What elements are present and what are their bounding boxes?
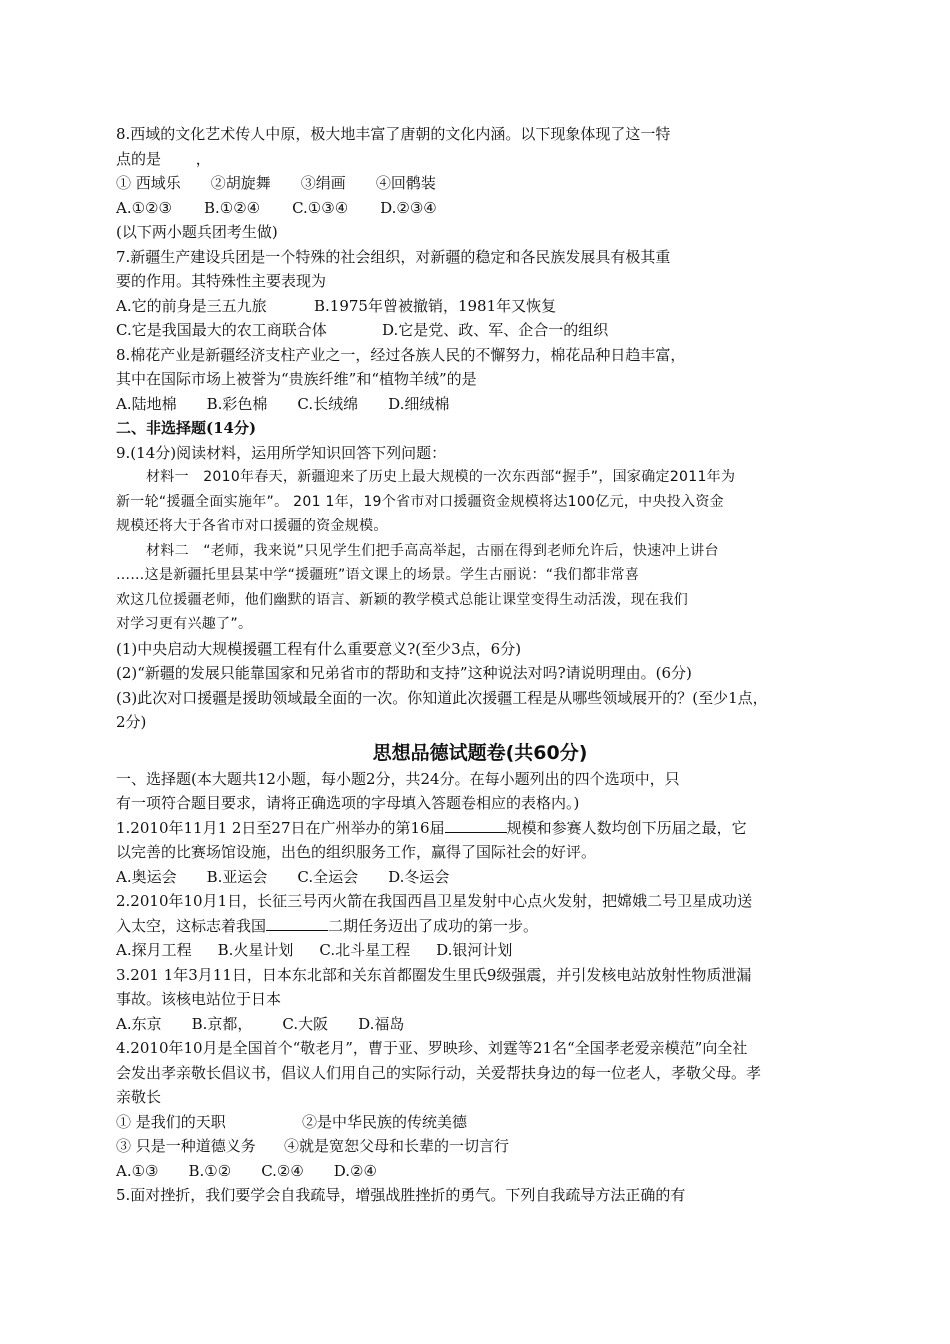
q9-material2-line2: ……这是新疆托里县某中学“援疆班”语文课上的场景。学生古丽说：“我们都非常喜 (116, 567, 640, 583)
pq2-option: C.北斗星工程 (319, 941, 411, 959)
q9-material1-line1: 材料一 2010年春天，新疆迎来了历史上最大规模的一次东西部“握手”，国家确定2011年为 (146, 469, 736, 485)
pq2-stem-line1: 2.2010年10月1日，长征三号丙火箭在我国西昌卫星发射中心点火发射，把嫦娥二号卫星成功送 (116, 892, 753, 910)
pq3-stem-line2: 事故。该核电站位于日本 (116, 990, 282, 1008)
pq1-options (116, 865, 844, 890)
q9-material1-line3: 规模还将大于各省市对口援疆的资金规模。 (116, 518, 388, 534)
pq1-option: B.亚运会 (206, 867, 268, 886)
pq4-item-1: ① 是我们的天职 (116, 1112, 226, 1131)
pq4-stem-line2: 会发出孝亲敬长倡议书，倡议人们用自己的实际行动，关爱帮扶身边的每一位老人，孝敬父母。孝 (116, 1063, 762, 1082)
pq4-option: C.②④ (261, 1161, 304, 1180)
q7-option-d: D.它是党、政、军、企合一的组织 (382, 321, 609, 339)
section2-heading: 二、非选择题(14分) (116, 419, 257, 437)
pq4-item-3: ③ 只是一种道德义务 (116, 1137, 256, 1155)
pq3-option: C.大阪 (282, 1014, 329, 1033)
q7-stem-line1: 7.新疆生产建设兵团是一个特殊的社会组织，对新疆的稳定和各民族发展具有极其重 (116, 247, 671, 266)
pq4-items-12 (116, 1110, 844, 1135)
pq2-stem-part-b: 二期任务迈出了成功的第一步。 (328, 916, 539, 935)
pq3-option: A.东京 (116, 1014, 162, 1033)
pq4-item-4: ④就是宽恕父母和长辈的一切言行 (284, 1137, 510, 1155)
pq3-option: D.福岛 (358, 1014, 405, 1033)
pq4-stem-line3: 亲敬长 (116, 1088, 162, 1106)
pq4-items-34 (116, 1134, 844, 1159)
pq2-option: B.火星计划 (217, 941, 294, 959)
q7-stem-line2: 要的作用。其特殊性主要表现为 (116, 272, 327, 290)
q8a-item: ③绢画 (300, 174, 346, 192)
q9-intro: 9.(14分)阅读材料，运用所学知识回答下列问题： (116, 443, 447, 462)
pq5-stem-line1: 5.面对挫折，我们要学会自我疏导，增强战胜挫折的勇气。下列自我疏导方法正确的有 (116, 1186, 686, 1204)
bingtuan-note: (以下两小题兵团考生做) (116, 223, 278, 241)
pq3-stem-line1: 3.201 1年3月11日，日本东北部和关东首都圈发生里氏9级强震，并引发核电站放射性物质泄漏 (116, 965, 752, 984)
section1-line2: 有一项符合题目要求，请将正确选项的字母填入答题卷相应的表格内。) (116, 794, 580, 812)
q8b-option: A.陆地棉 (116, 394, 177, 413)
pq1-blank (445, 818, 507, 833)
q8b-option: C.长绒绵 (297, 394, 359, 413)
q8a-item: ④回鹘装 (375, 174, 436, 192)
pq4-options (116, 1159, 844, 1184)
q7-option-b: B.1975年曾被撤销，1981年又恢复 (314, 296, 557, 315)
q9-material2-line4: 对学习更有兴趣了”。 (116, 616, 253, 632)
q8a-options (116, 196, 844, 221)
q9-material1-line2: 新一轮“援疆全面实施年”。 201 1年，19个省市对口援疆资金规模将达100亿元，中央投入资金 (116, 493, 724, 510)
q8b-option: B.彩色棉 (206, 394, 268, 413)
q8b-stem-line2: 其中在国际市场上被誉为“贵族纤维”和“植物羊绒”的是 (116, 370, 477, 388)
pq4-item-2: ②是中华民族的传统美德 (302, 1112, 468, 1131)
pq2-blank (266, 916, 328, 931)
q8b-options (116, 392, 844, 417)
exam-page (116, 122, 844, 1208)
pq4-option: D.②④ (333, 1161, 377, 1180)
q8a-item: ②胡旋舞 (210, 174, 271, 192)
q8a-stem-line1: 8.西域的文化艺术传人中原，极大地丰富了唐朝的文化内涵。以下现象体现了这一特 (116, 125, 671, 143)
q7-option-a: A.它的前身是三五九旅 (116, 296, 267, 315)
q9-part2: (2)“新疆的发展只能靠国家和兄弟省市的帮助和支持”这种说法对吗?请说明理由。(6分) (116, 664, 692, 682)
q8b-stem-line1: 8.棉花产业是新疆经济支柱产业之一，经过各族人民的不懈努力，棉花品种日趋丰富， (116, 345, 686, 364)
pq2-stem-part-a: 入太空，这标志着我国 (116, 916, 267, 935)
q9-part3-line2: 2分) (116, 713, 147, 731)
q9-material2-line3: 欢这几位援疆老师，他们幽默的语言、新颖的教学模式总能让课堂变得生动活泼，现在我们 (116, 591, 688, 608)
paper-title: 思想品德试题卷(共60分) (372, 741, 588, 764)
pq1-option: A.奥运会 (116, 867, 177, 886)
q9-part1: (1)中央启动大规模援疆工程有什么重要意义?(至少3点，6分) (116, 639, 522, 658)
pq4-option: A.①③ (116, 1161, 159, 1180)
pq2-stem-line2 (116, 914, 844, 939)
q8a-option: B.①②④ (203, 198, 261, 217)
pq1-option: C.全运会 (297, 867, 359, 886)
q8a-item: ① 西域乐 (116, 174, 181, 192)
q8a-option: A.①②③ (116, 198, 172, 217)
q9-material2-line1: 材料二 “老师，我来说”只见学生们把手高高举起，古丽在得到老师允许后，快速冲上讲台 (146, 542, 719, 559)
pq4-stem-line1: 4.2010年10月是全国首个“敬老月”，曹于亚、罗映珍、刘霆等21名“全国孝老爱亲模范”向全社 (116, 1039, 748, 1057)
q8a-option: D.②③④ (380, 198, 437, 217)
pq1-stem-line2: 以完善的比赛场馆设施，出色的组织服务工作，赢得了国际社会的好评。 (116, 843, 597, 861)
pq2-option: A.探月工程 (116, 941, 192, 959)
q8a-stem-line2: 点的是 ， (116, 149, 211, 168)
section1-line1: 一、选择题(本大题共12小题，每小题2分，共24分。在每小题列出的四个选项中，只 (116, 769, 680, 788)
pq1-stem-part-b: 规模和参赛人数均创下历届之最，它 (506, 818, 747, 837)
pq3-option: B.京都， (191, 1014, 253, 1033)
q8a-items (116, 171, 844, 196)
q7-options-cd (116, 318, 844, 343)
pq1-option: D.冬运会 (388, 867, 450, 886)
pq1-stem-part-a: 1.2010年11月1 2日至27日在广州举办的第16届 (116, 818, 445, 837)
q7-option-c: C.它是我国最大的农工商联合体 (116, 321, 327, 339)
pq2-option: D.银河计划 (436, 941, 513, 959)
pq3-options (116, 1012, 844, 1037)
q8b-option: D.细绒棉 (388, 394, 450, 413)
q7-options-ab (116, 294, 844, 319)
pq2-options (116, 938, 844, 963)
q8a-option: C.①③④ (292, 198, 349, 217)
pq4-option: B.①② (188, 1161, 232, 1180)
pq1-stem-line1 (116, 816, 844, 841)
q9-part3-line1: (3)此次对口援疆是援助领域最全面的一次。你知道此次援疆工程是从哪些领域展开的？(至少1点， (116, 688, 768, 707)
